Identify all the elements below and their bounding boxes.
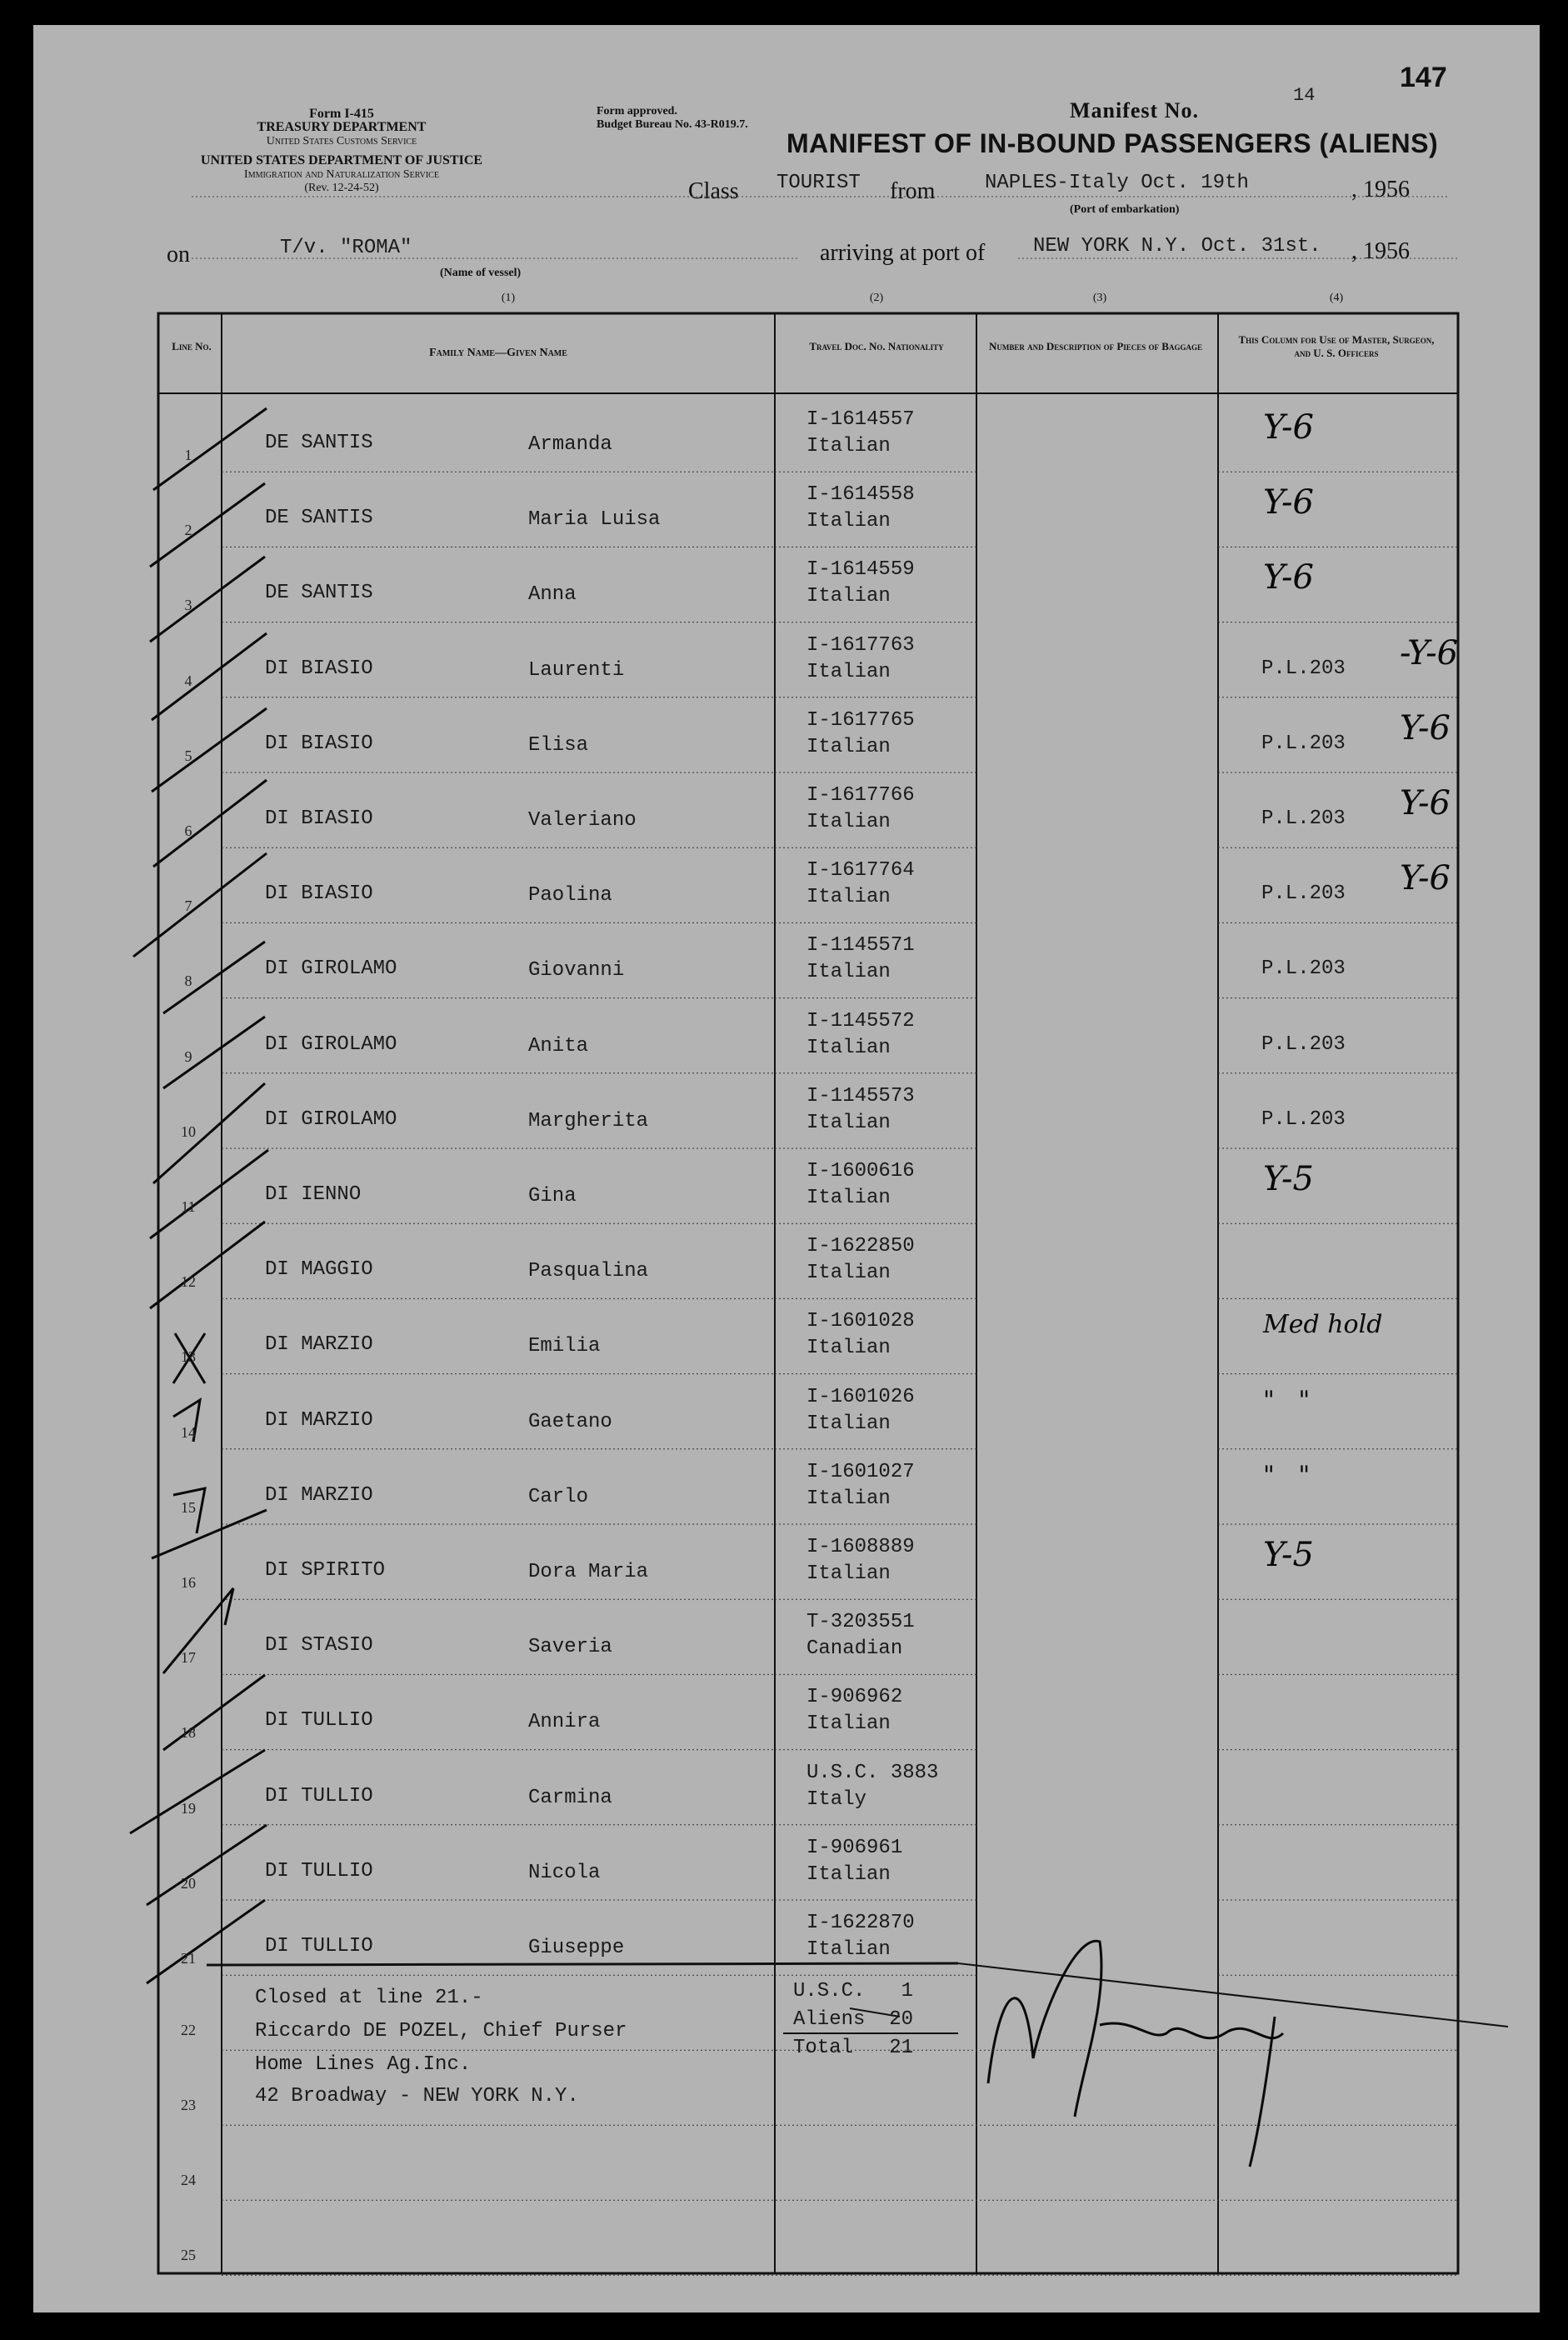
given-name: Dora Maria (528, 1561, 649, 1583)
officer-note: P.L.203 (1261, 657, 1346, 680)
handwritten-annotation: " " (1263, 1460, 1311, 1490)
given-name: Gina (528, 1185, 577, 1208)
family-name: DE SANTIS (265, 582, 373, 605)
line-number: 2 (184, 522, 192, 539)
family-name: DE SANTIS (265, 507, 373, 530)
handwritten-annotation: Med hold (1263, 1310, 1383, 1340)
line-number: 9 (184, 1048, 192, 1065)
line-number: 11 (181, 1198, 196, 1215)
given-name: Valeriano (528, 809, 637, 832)
given-name: Giuseppe (528, 1937, 625, 1959)
line-number: 6 (184, 822, 192, 839)
line-number: 24 (181, 2172, 196, 2189)
class-label: Class (688, 178, 739, 204)
from-value: NAPLES-Italy Oct. 19th (985, 172, 1249, 194)
travel-doc-number: I-1145573 (806, 1084, 915, 1108)
line-number: 17 (181, 1649, 196, 1667)
nationality: Italian (806, 1487, 891, 1510)
family-name: DI SPIRITO (265, 1559, 386, 1582)
nationality: Italian (806, 1712, 891, 1736)
handwritten-annotation: -Y-6 (1400, 633, 1459, 672)
family-name: DI TULLIO (265, 1709, 373, 1732)
travel-doc-number: I-1601028 (806, 1310, 915, 1333)
travel-doc-number: I-1622850 (806, 1235, 915, 1258)
line-number: 22 (181, 2022, 196, 2039)
arrival-value: NEW YORK N.Y. Oct. 31st. (1033, 235, 1321, 258)
given-name: Pasqualina (528, 1260, 649, 1283)
given-name: Annira (528, 1711, 601, 1734)
line-number: 4 (184, 672, 192, 689)
travel-doc-number: I-906961 (806, 1836, 903, 1859)
line-number: 18 (181, 1724, 196, 1742)
travel-doc-number: I-1601026 (806, 1385, 915, 1408)
given-name: Carmina (528, 1786, 612, 1809)
travel-doc-number: I-906962 (806, 1686, 903, 1709)
nationality: Canadian (806, 1638, 903, 1661)
given-name: Anna (528, 583, 577, 607)
given-name: Saveria (528, 1636, 612, 1659)
form-approved: Form approved. (597, 105, 677, 118)
family-name: DI MARZIO (265, 1408, 373, 1432)
customs-service: United States Customs Service (266, 135, 417, 148)
closing-line-3: Home Lines Ag.Inc. (255, 2053, 472, 2076)
line-number: 16 (181, 1574, 196, 1591)
officer-note: P.L.203 (1261, 732, 1346, 755)
family-name: DI TULLIO (265, 1935, 373, 1958)
treasury-dept: TREASURY DEPARTMENT (257, 120, 427, 134)
signature-scrawl (988, 1941, 1283, 2167)
ins-service: Immigration and Naturalization Service (244, 168, 439, 181)
travel-doc-number: I-1617765 (806, 708, 915, 732)
family-name: DE SANTIS (265, 432, 373, 454)
page-number: 147 (1400, 62, 1447, 93)
officer-note: P.L.203 (1261, 808, 1346, 830)
family-name: DI MARZIO (265, 1333, 373, 1357)
nationality: Italian (806, 961, 891, 984)
family-name: DI TULLIO (265, 1859, 373, 1882)
nationality: Italian (806, 886, 891, 909)
family-name: DI TULLIO (265, 1784, 373, 1808)
line-number: 14 (181, 1423, 196, 1441)
family-name: DI GIROLAMO (265, 1108, 397, 1131)
given-name: Laurenti (528, 658, 625, 682)
travel-doc-number: T-3203551 (806, 1611, 915, 1634)
vessel-note: (Name of vessel) (440, 267, 522, 279)
officer-note: P.L.203 (1261, 958, 1346, 981)
given-name: Maria Luisa (528, 508, 661, 532)
line-number: 15 (181, 1498, 196, 1516)
nationality: Italian (806, 510, 891, 533)
family-name: DI GIROLAMO (265, 1032, 397, 1056)
officer-note: P.L.203 (1261, 882, 1346, 906)
line-number: 23 (181, 2097, 196, 2114)
nationality: Italian (806, 1036, 891, 1059)
manifest-number: 14 (1293, 85, 1316, 106)
line-number: 19 (181, 1799, 196, 1817)
handwritten-annotation: Y-6 (1263, 483, 1314, 522)
travel-doc-number: I-1601027 (806, 1460, 915, 1483)
travel-doc-number: I-1622870 (806, 1912, 915, 1934)
closing-line-4: 42 Broadway - NEW YORK N.Y. (255, 2085, 579, 2108)
form-id: Form I-415 (309, 107, 374, 121)
margin-checkmarks (130, 408, 268, 1983)
header-line-no: Line No. (172, 340, 212, 352)
given-name: Nicola (528, 1861, 601, 1884)
nationality: Italian (806, 1187, 891, 1209)
travel-doc-number: I-1614557 (806, 408, 915, 431)
on-label: on (167, 242, 190, 268)
year-label-1: , 1956 (1351, 177, 1410, 202)
from-label: from (890, 178, 936, 204)
nationality: Italian (806, 435, 891, 458)
given-name: Gaetano (528, 1410, 612, 1433)
arriving-label: arriving at port of (820, 240, 986, 266)
class-value: TOURIST (777, 172, 861, 194)
given-name: Anita (528, 1034, 589, 1058)
given-name: Giovanni (528, 959, 625, 982)
given-name: Margherita (528, 1109, 649, 1132)
nationality: Italian (806, 1262, 891, 1285)
nationality: Italian (806, 660, 891, 683)
travel-doc-number: I-1145572 (806, 1009, 915, 1032)
justice-dept: UNITED STATES DEPARTMENT OF JUSTICE (200, 153, 483, 168)
family-name: DI BIASIO (265, 808, 373, 830)
travel-doc-number: I-1617766 (806, 784, 915, 807)
closing-line-1: Closed at line 21.- (255, 1987, 483, 2009)
nationality: Italian (806, 1412, 891, 1435)
nationality: Italian (806, 735, 891, 758)
nationality: Italian (806, 1337, 891, 1360)
nationality: Italy (806, 1788, 867, 1811)
family-name: DI BIASIO (265, 882, 373, 906)
family-name: DI BIASIO (265, 732, 373, 755)
family-name: DI IENNO (265, 1183, 362, 1206)
handwritten-annotation: Y-6 (1400, 708, 1451, 748)
officer-note: P.L.203 (1261, 1108, 1346, 1131)
line-number: 21 (181, 1950, 196, 1967)
column-number-4: (4) (1329, 292, 1344, 304)
line-number: 12 (181, 1273, 196, 1291)
travel-doc-number: I-1617764 (806, 859, 915, 882)
line-number: 1 (184, 447, 192, 463)
header-doc: Travel Doc. No. Nationality (809, 340, 944, 352)
column-number-2: (2) (869, 292, 884, 304)
total-aliens: Aliens 20 (793, 2008, 914, 2031)
family-name: DI STASIO (265, 1634, 373, 1658)
embark-note: (Port of embarkation) (1070, 203, 1180, 216)
travel-doc-number: I-1145571 (806, 934, 915, 958)
family-name: DI GIROLAMO (265, 958, 397, 981)
column-number-1: (1) (501, 292, 516, 304)
handwritten-annotation: Y-6 (1263, 558, 1314, 598)
total-all: Total 21 (793, 2037, 914, 2059)
given-name: Emilia (528, 1335, 601, 1358)
nationality: Italian (806, 811, 891, 833)
nationality: Italian (806, 585, 891, 608)
travel-doc-number: I-1600616 (806, 1160, 915, 1182)
nationality: Italian (806, 1938, 891, 1961)
travel-doc-number: I-1608889 (806, 1536, 915, 1558)
line-number: 7 (184, 898, 192, 915)
line-number: 20 (181, 1874, 196, 1892)
vessel-value: T/v. "ROMA" (280, 237, 412, 259)
travel-doc-number: I-1614558 (806, 483, 915, 507)
column-number-3: (3) (1092, 292, 1107, 304)
handwritten-annotation: Y-5 (1263, 1160, 1314, 1198)
nationality: Italian (806, 1562, 891, 1585)
page-title: MANIFEST OF IN-BOUND PASSENGERS (ALIENS) (786, 128, 1439, 158)
travel-doc-number: U.S.C. 3883 (806, 1761, 939, 1784)
line-number: 5 (184, 747, 192, 764)
nationality: Italian (806, 1111, 891, 1134)
handwritten-annotation: Y-6 (1263, 408, 1314, 447)
header-name: Family Name—Given Name (429, 347, 567, 359)
line-number: 3 (184, 597, 192, 614)
handwritten-annotation: " " (1263, 1385, 1311, 1415)
travel-doc-number: I-1614559 (806, 558, 915, 582)
given-name: Armanda (528, 433, 612, 456)
header-officers: This Column for Use of Master, Surgeon, and U. S. Officers (1238, 333, 1435, 359)
line-number: 13 (181, 1348, 196, 1366)
given-name: Carlo (528, 1485, 589, 1508)
line-number: 8 (184, 972, 192, 990)
year-label-2: , 1956 (1351, 238, 1410, 264)
officer-note: P.L.203 (1261, 1032, 1346, 1056)
line-number: 10 (181, 1122, 196, 1140)
nationality: Italian (806, 1862, 891, 1886)
handwritten-annotation: Y-6 (1400, 784, 1451, 822)
handwritten-annotation: Y-5 (1263, 1536, 1314, 1574)
closing-line-2: Riccardo DE POZEL, Chief Purser (255, 2020, 627, 2042)
manifest-number-label: Manifest No. (1070, 98, 1199, 122)
family-name: DI BIASIO (265, 657, 373, 680)
family-name: DI MAGGIO (265, 1258, 373, 1282)
form-revision: (Rev. 12-24-52) (304, 182, 379, 194)
travel-doc-number: I-1617763 (806, 633, 915, 657)
handwritten-annotation: Y-6 (1400, 859, 1451, 898)
budget-bureau: Budget Bureau No. 43-R019.7. (597, 118, 748, 131)
line-number: 25 (181, 2247, 196, 2264)
given-name: Paolina (528, 884, 612, 908)
total-usc: U.S.C. 1 (793, 1980, 914, 2002)
given-name: Elisa (528, 733, 589, 757)
header-baggage: Number and Description of Pieces of Baggage (989, 340, 1202, 352)
family-name: DI MARZIO (265, 1483, 373, 1507)
